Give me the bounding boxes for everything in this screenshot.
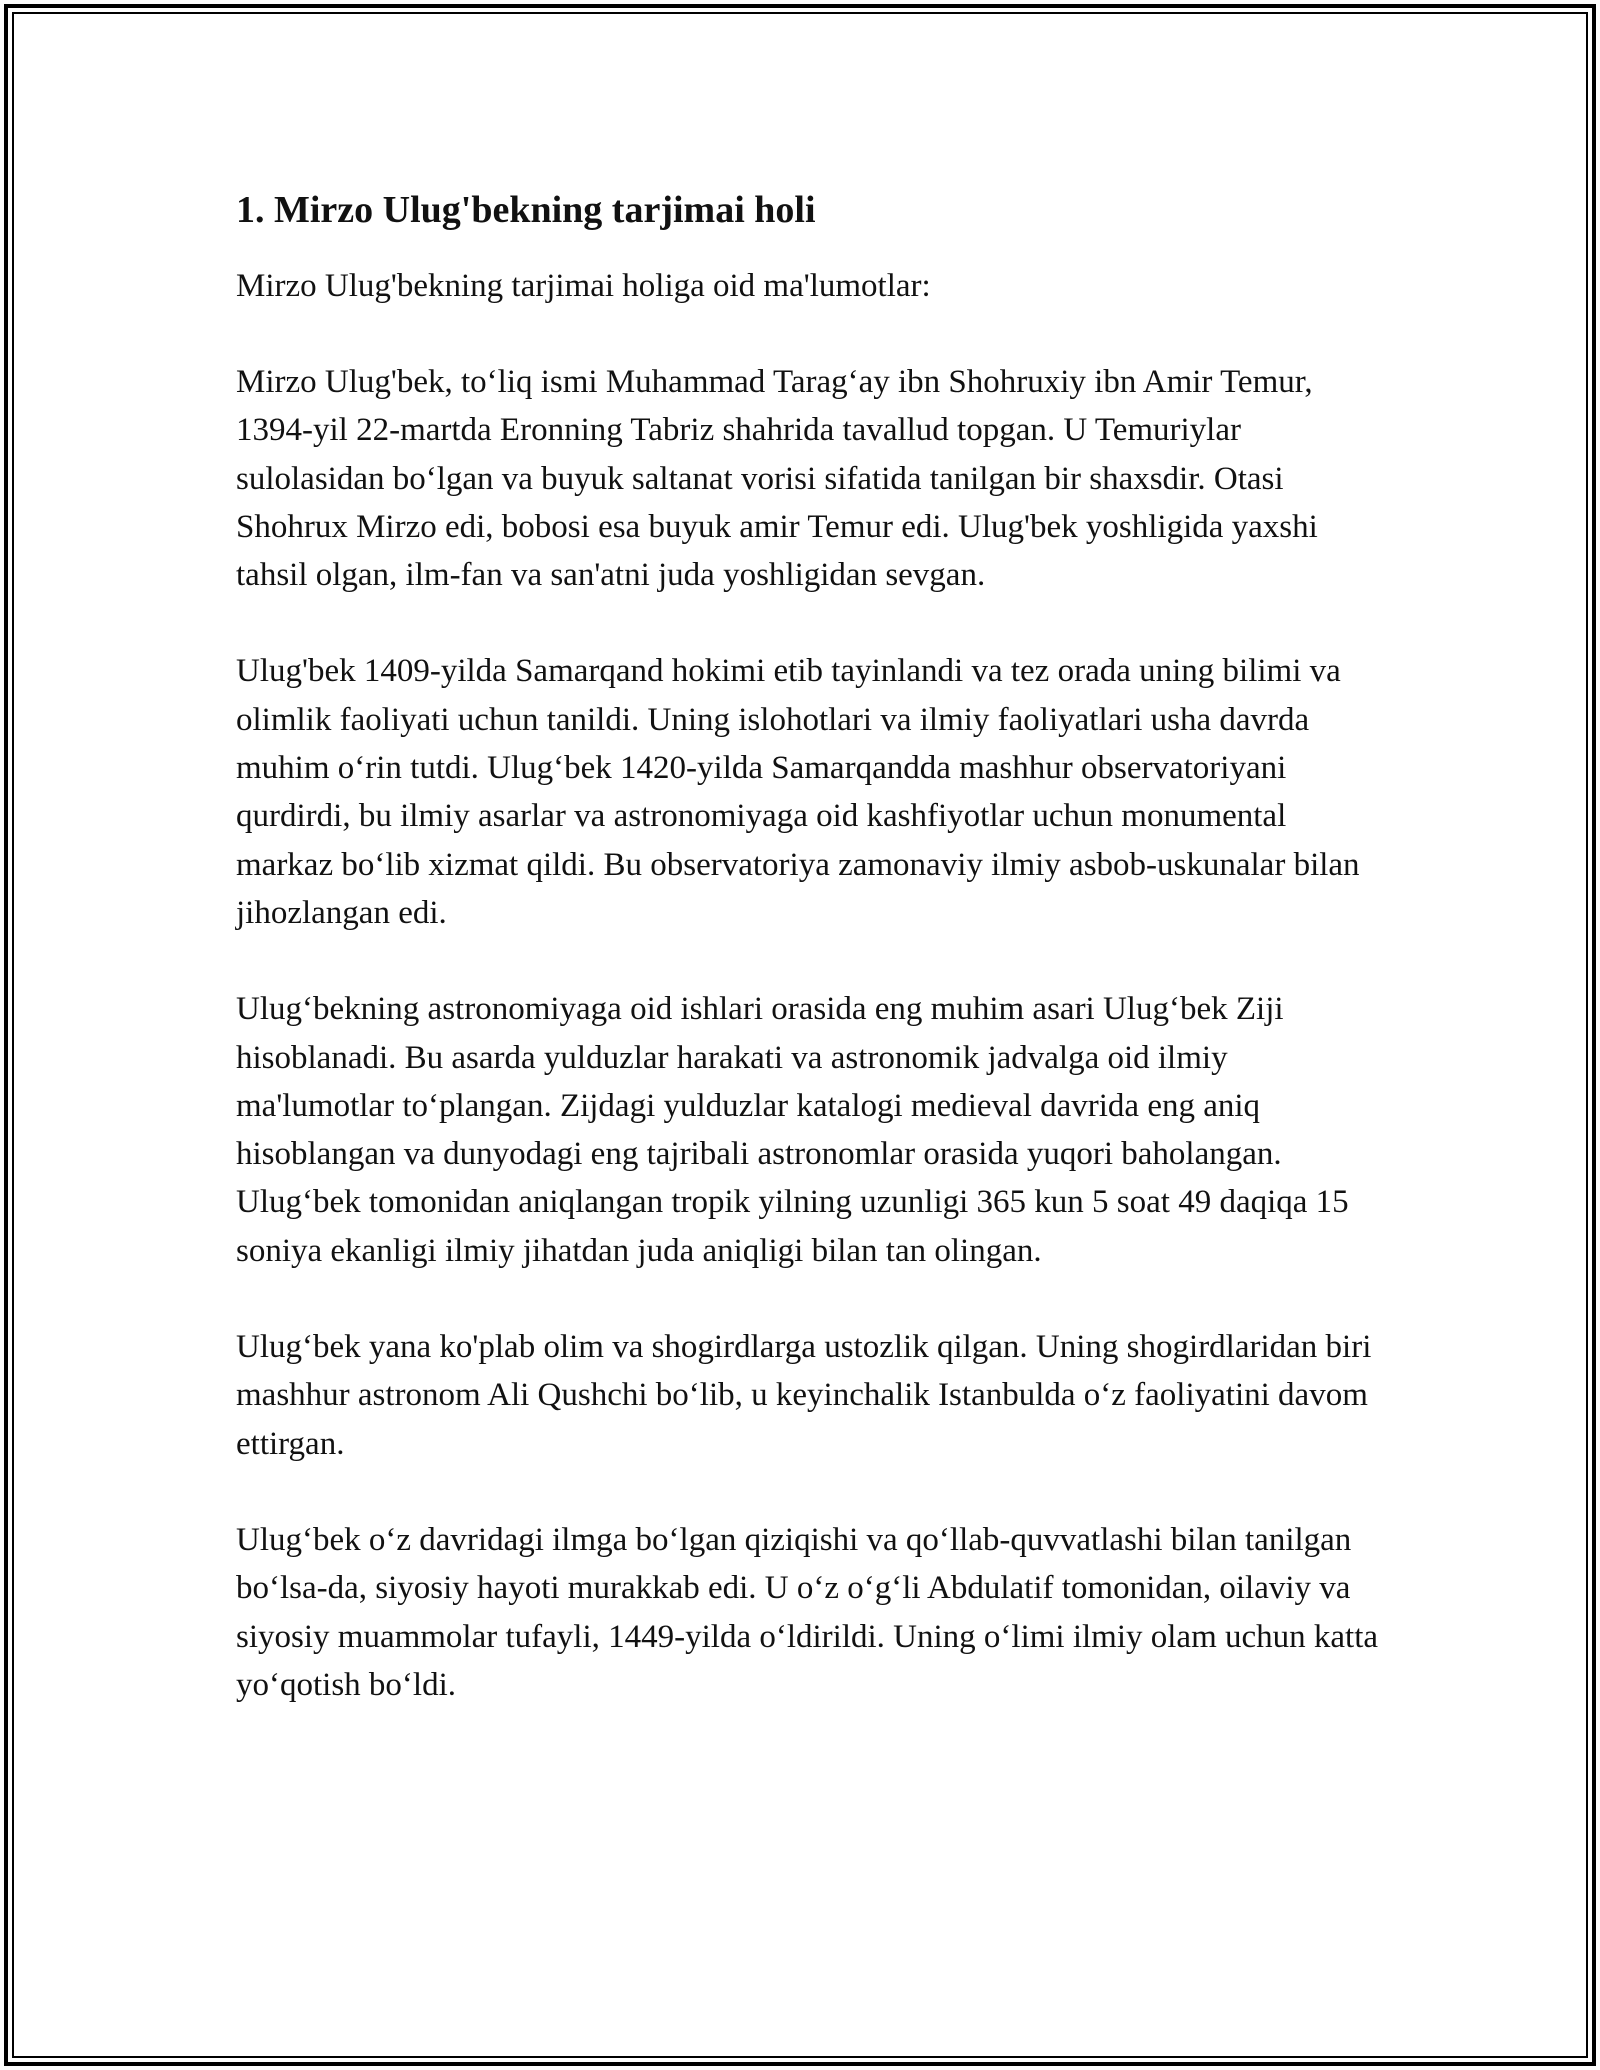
intro-line: Mirzo Ulug'bekning tarjimai holiga oid ma'lumotlar: <box>236 268 931 304</box>
paragraph-samarqand: Ulug'bek 1409-yilda Samarqand hokimi etib tayinlandi va tez orada uning bilimi va olimlik faoliyati uchun tanildi. Uning islohotlari va ilmiy faoliyatlari usha davrda muhim o‘rin tutdi. Ulug‘bek 1420-yilda Samarqandda mashhur observatoriyani qurdirdi, bu ilmiy asarlar va astronomiyaga oid kashfiyotlar uchun monumental markaz bo‘lib xizmat qildi. Bu observatoriya zamonaviy ilmiy asbob-uskunalar bilan jihozlangan edi. <box>236 653 1360 931</box>
paragraph-zij: Ulug‘bekning astronomiyaga oid ishlari orasida eng muhim asari Ulug‘bek Ziji hisoblanadi. Bu asarda yulduzlar harakati va astronomik jadvalga oid ilmiy ma'lumotlar to‘plangan. Zijdagi yulduzlar katalogi medieval davrida eng aniq hisoblangan va dunyodagi eng tajribali astronomlar orasida yuqori baholangan. Ulug‘bek tomonidan aniqlangan tropik yilning uzunligi 365 kun 5 soat 49 daqiqa 15 soniya ekanligi ilmiy jihatdan juda aniqligi bilan tan olingan. <box>236 991 1349 1269</box>
paragraph-students: Ulug‘bek yana ko'plab olim va shogirdlarga ustozlik qilgan. Uning shogirdlaridan biri mashhur astronom Ali Qushchi bo‘lib, u keyinchalik Istanbulda o‘z faoliyatini davom ettirgan. <box>236 1329 1372 1462</box>
paragraph-death: Ulug‘bek o‘z davridagi ilmga bo‘lgan qiziqishi va qo‘llab-quvvatlashi bilan tanilgan bo‘lsa-da, siyosiy hayoti murakkab edi. U o‘z o‘g‘li Abdulatif tomonidan, oilaviy va siyosiy muammolar tufayli, 1449-yilda o‘ldirildi. Uning o‘limi ilmiy olam uchun katta yo‘qotish bo‘ldi. <box>236 1521 1379 1703</box>
paragraph-biography: Mirzo Ulug'bek, to‘liq ismi Muhammad Tarag‘ay ibn Shohruxiy ibn Amir Temur, 1394-yil 22-martda Eronning Tabriz shahrida tavallud topgan. U Temuriylar sulolasidan bo‘lgan va buyuk saltanat vorisi sifatida tanilgan bir shaxsdir. Otasi Shohrux Mirzo edi, bobosi esa buyuk amir Temur edi. Ulug'bek yoshligida yaxshi tahsil olgan, ilm-fan va san'atni juda yoshligidan sevgan. <box>236 364 1318 594</box>
document-body <box>236 184 1386 1757</box>
section-heading: 1. Mirzo Ulug'bekning tarjimai holi <box>236 189 816 231</box>
